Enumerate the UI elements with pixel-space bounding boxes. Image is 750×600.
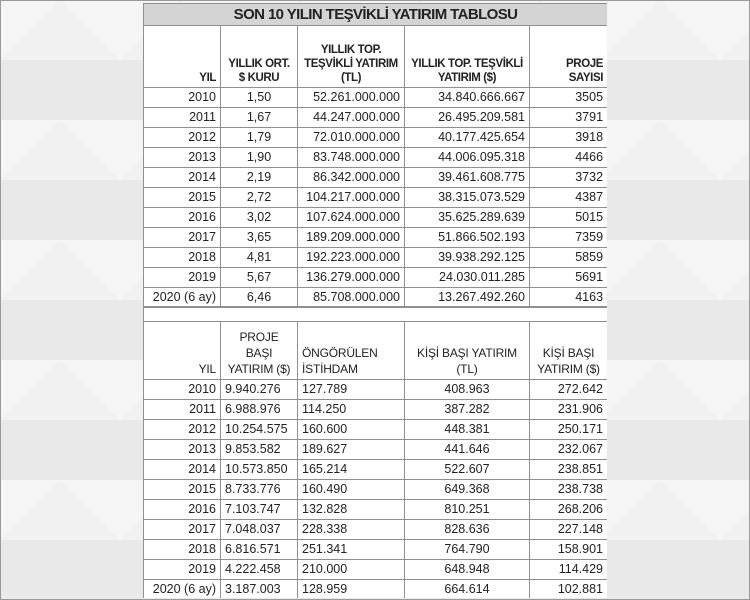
table-cell: 136.279.000.000 <box>298 268 405 288</box>
table-cell: 2016 <box>144 208 221 228</box>
table-cell: 1,79 <box>221 128 298 148</box>
table-cell: 1,67 <box>221 108 298 128</box>
table-title: SON 10 YILIN TEŞVİKLİ YATIRIM TABLOSU <box>144 4 608 26</box>
table-cell: 2020 (6 ay) <box>144 288 221 308</box>
table-cell: 2015 <box>144 480 221 500</box>
header-year: YIL <box>144 26 221 88</box>
table-row <box>144 148 608 168</box>
table-cell: 250.171 <box>530 420 608 440</box>
table-row <box>144 380 608 400</box>
table-cell: 192.223.000.000 <box>298 248 405 268</box>
table-cell: 268.206 <box>530 500 608 520</box>
table-cell: 210.000 <box>298 560 405 580</box>
table-row <box>144 228 608 248</box>
table-cell: 6.988.976 <box>221 400 298 420</box>
table-cell: 2012 <box>144 128 221 148</box>
table-row <box>144 500 608 520</box>
header-total-investment-tl: YILLIK TOP. TEŞVİKLİ YATIRIM (TL) <box>298 26 405 88</box>
table-cell: 52.261.000.000 <box>298 88 405 108</box>
table-cell: 2019 <box>144 268 221 288</box>
table-cell: 238.851 <box>530 460 608 480</box>
table-cell: 828.636 <box>405 520 530 540</box>
table-row <box>144 420 608 440</box>
table-cell: 231.906 <box>530 400 608 420</box>
incentive-investment-table <box>143 3 607 308</box>
table-cell: 104.217.000.000 <box>298 188 405 208</box>
table-row <box>144 248 608 268</box>
table-row <box>144 88 608 108</box>
table-row <box>144 460 608 480</box>
table-cell: 83.748.000.000 <box>298 148 405 168</box>
table-row <box>144 540 608 560</box>
table-cell: 649.368 <box>405 480 530 500</box>
table-cell: 24.030.011.285 <box>405 268 530 288</box>
table-cell: 2018 <box>144 248 221 268</box>
table-cell: 4387 <box>530 188 608 208</box>
table-cell: 6,46 <box>221 288 298 308</box>
table-cell: 2012 <box>144 420 221 440</box>
table-cell: 127.789 <box>298 380 405 400</box>
table-cell: 13.267.492.260 <box>405 288 530 308</box>
table-cell: 7.048.037 <box>221 520 298 540</box>
table-cell: 810.251 <box>405 500 530 520</box>
table-cell: 39.461.608.775 <box>405 168 530 188</box>
table-cell: 3505 <box>530 88 608 108</box>
table-cell: 9.853.582 <box>221 440 298 460</box>
table-cell: 86.342.000.000 <box>298 168 405 188</box>
table-cell: 2,19 <box>221 168 298 188</box>
table-cell: 2017 <box>144 228 221 248</box>
header-avg-usd-rate: YILLIK ORT. $ KURU <box>221 26 298 88</box>
table-cell: 2014 <box>144 460 221 480</box>
table-row <box>144 480 608 500</box>
table-cell: 3.187.003 <box>221 580 298 599</box>
table-row <box>144 288 608 308</box>
table-cell: 2017 <box>144 520 221 540</box>
table-cell: 85.708.000.000 <box>298 288 405 308</box>
table-cell: 6.816.571 <box>221 540 298 560</box>
table-cell: 9.940.276 <box>221 380 298 400</box>
spacer-row <box>144 307 608 322</box>
table-cell: 102.881 <box>530 580 608 599</box>
table-row <box>144 188 608 208</box>
table-cell: 2016 <box>144 500 221 520</box>
table-cell: 272.642 <box>530 380 608 400</box>
table-cell: 664.614 <box>405 580 530 599</box>
table-cell: 764.790 <box>405 540 530 560</box>
table-cell: 132.828 <box>298 500 405 520</box>
table-cell: 238.738 <box>530 480 608 500</box>
table-cell: 228.338 <box>298 520 405 540</box>
table-cell: 39.938.292.125 <box>405 248 530 268</box>
table-row <box>144 208 608 228</box>
table-cell: 3,65 <box>221 228 298 248</box>
header-per-capita-investment-usd: KİŞİ BAŞI YATIRIM ($) <box>530 322 608 380</box>
table-cell: 522.607 <box>405 460 530 480</box>
table-cell: 10.254.575 <box>221 420 298 440</box>
table-cell: 2018 <box>144 540 221 560</box>
table-cell: 1,50 <box>221 88 298 108</box>
table-cell: 165.214 <box>298 460 405 480</box>
table-cell: 4466 <box>530 148 608 168</box>
table-cell: 3732 <box>530 168 608 188</box>
table-row <box>144 580 608 599</box>
table-cell: 2011 <box>144 400 221 420</box>
table-cell: 8.733.776 <box>221 480 298 500</box>
table-cell: 72.010.000.000 <box>298 128 405 148</box>
header-per-capita-investment-tl: KİŞİ BAŞI YATIRIM (TL) <box>405 322 530 380</box>
table-cell: 4,81 <box>221 248 298 268</box>
header-total-investment-usd: YILLIK TOP. TEŞVİKLİ YATIRIM ($) <box>405 26 530 88</box>
table-row <box>144 440 608 460</box>
table-cell: 3918 <box>530 128 608 148</box>
table-cell: 3791 <box>530 108 608 128</box>
table-row <box>144 168 608 188</box>
table-cell: 2014 <box>144 168 221 188</box>
table-row <box>144 268 608 288</box>
table-cell: 35.625.289.639 <box>405 208 530 228</box>
table-cell: 107.624.000.000 <box>298 208 405 228</box>
table-cell: 441.646 <box>405 440 530 460</box>
table-cell: 2011 <box>144 108 221 128</box>
table-cell: 387.282 <box>405 400 530 420</box>
table-cell: 5,67 <box>221 268 298 288</box>
table-cell: 2020 (6 ay) <box>144 580 221 599</box>
table-cell: 10.573.850 <box>221 460 298 480</box>
table-cell: 2013 <box>144 440 221 460</box>
table-cell: 160.600 <box>298 420 405 440</box>
table-cell: 51.866.502.193 <box>405 228 530 248</box>
table-cell: 5691 <box>530 268 608 288</box>
table-cell: 34.840.666.667 <box>405 88 530 108</box>
table-cell: 26.495.209.581 <box>405 108 530 128</box>
table-cell: 158.901 <box>530 540 608 560</box>
spreadsheet-image <box>143 3 607 598</box>
table-cell: 2010 <box>144 380 221 400</box>
table-cell: 5015 <box>530 208 608 228</box>
table-cell: 189.627 <box>298 440 405 460</box>
table-cell: 160.490 <box>298 480 405 500</box>
header-year-2: YIL <box>144 322 221 380</box>
table-cell: 114.429 <box>530 560 608 580</box>
table-cell: 7.103.747 <box>221 500 298 520</box>
header-project-count: PROJE SAYISI <box>530 26 608 88</box>
header-projected-employment: ÖNGÖRÜLEN İSTİHDAM <box>298 322 405 380</box>
table-cell: 38.315.073.529 <box>405 188 530 208</box>
table-row <box>144 400 608 420</box>
table-cell: 2013 <box>144 148 221 168</box>
table-cell: 4163 <box>530 288 608 308</box>
per-project-investment-table <box>143 306 607 598</box>
table-cell: 5859 <box>530 248 608 268</box>
table-row <box>144 560 608 580</box>
table-cell: 2015 <box>144 188 221 208</box>
table-cell: 2010 <box>144 88 221 108</box>
table-cell: 189.209.000.000 <box>298 228 405 248</box>
table-cell: 408.963 <box>405 380 530 400</box>
table-cell: 227.148 <box>530 520 608 540</box>
table-row <box>144 520 608 540</box>
table-cell: 2019 <box>144 560 221 580</box>
table-cell: 251.341 <box>298 540 405 560</box>
table-row <box>144 128 608 148</box>
table-cell: 232.067 <box>530 440 608 460</box>
header-investment-per-project: PROJE BAŞI YATIRIM ($) <box>221 322 298 380</box>
table-row <box>144 108 608 128</box>
table-cell: 648.948 <box>405 560 530 580</box>
table-cell: 44.247.000.000 <box>298 108 405 128</box>
table-cell: 3,02 <box>221 208 298 228</box>
table-cell: 4.222.458 <box>221 560 298 580</box>
table-cell: 40.177.425.654 <box>405 128 530 148</box>
table-cell: 2,72 <box>221 188 298 208</box>
table-cell: 114.250 <box>298 400 405 420</box>
table-cell: 1,90 <box>221 148 298 168</box>
table-cell: 7359 <box>530 228 608 248</box>
table-cell: 448.381 <box>405 420 530 440</box>
table-cell: 44.006.095.318 <box>405 148 530 168</box>
table-cell: 128.959 <box>298 580 405 599</box>
